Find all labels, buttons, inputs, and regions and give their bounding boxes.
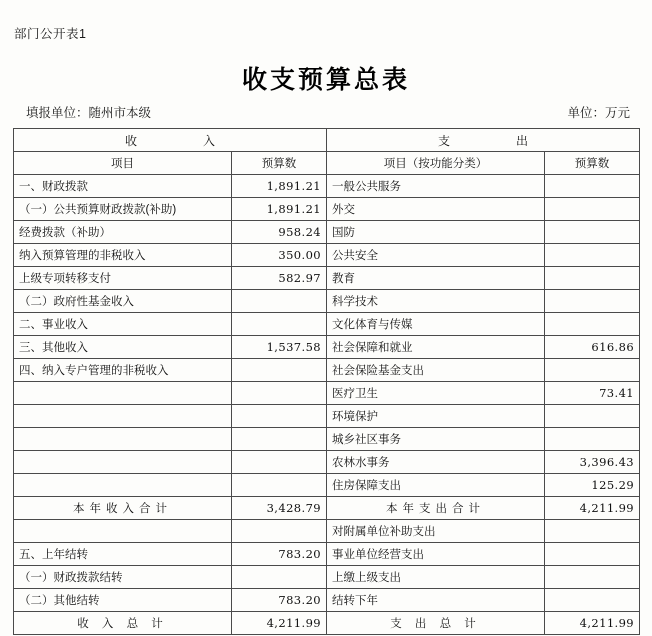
header-expense-item: 项目（按功能分类） — [327, 152, 545, 175]
expense-item-cell: 教育 — [327, 267, 545, 290]
unit-note-label: 单位：万元 — [567, 106, 630, 120]
income-amount-cell: 1,537.58 — [232, 336, 327, 359]
expense-item-cell: 一般公共服务 — [327, 175, 545, 198]
meta-row — [26, 103, 630, 121]
income-item-cell: 五、上年结转 — [14, 543, 232, 566]
income-item-cell: 纳入预算管理的非税收入 — [14, 244, 232, 267]
table-row — [14, 198, 640, 221]
table-row — [14, 244, 640, 267]
group-header-row — [14, 129, 640, 152]
income-item-cell: 二、事业收入 — [14, 313, 232, 336]
table-row — [14, 175, 640, 198]
income-amount-cell — [232, 405, 327, 428]
table-row — [14, 543, 640, 566]
expense-amount-cell — [545, 175, 640, 198]
income-item-cell: 三、其他收入 — [14, 336, 232, 359]
income-group-header: 收 入 — [14, 129, 327, 152]
income-amount-cell — [232, 451, 327, 474]
table-row — [14, 566, 640, 589]
expense-amount-cell: 4,211.99 — [545, 497, 640, 520]
expense-item-cell: 公共安全 — [327, 244, 545, 267]
table-row — [14, 405, 640, 428]
expense-item-cell: 社会保险基金支出 — [327, 359, 545, 382]
income-item-cell — [14, 520, 232, 543]
column-header-row — [14, 152, 640, 175]
income-item-cell: 上级专项转移支付 — [14, 267, 232, 290]
income-item-cell: 一、财政拨款 — [14, 175, 232, 198]
page-title: 收支预算总表 — [241, 65, 410, 94]
income-amount-cell: 582.97 — [232, 267, 327, 290]
income-item-cell — [14, 428, 232, 451]
income-amount-cell: 958.24 — [232, 221, 327, 244]
table-row — [14, 451, 640, 474]
expense-item-cell: 科学技术 — [327, 290, 545, 313]
income-amount-cell — [232, 428, 327, 451]
reporting-unit-label: 填报单位：随州市本级 — [26, 106, 152, 120]
income-amount-cell — [232, 520, 327, 543]
table-row — [14, 290, 640, 313]
expense-amount-cell: 73.41 — [545, 382, 640, 405]
form-number-label: 部门公开表1 — [14, 27, 87, 41]
expense-item-cell: 对附属单位补助支出 — [327, 520, 545, 543]
income-amount-cell: 783.20 — [232, 589, 327, 612]
table-row — [14, 221, 640, 244]
income-item-cell: （二）其他结转 — [14, 589, 232, 612]
income-amount-cell — [232, 359, 327, 382]
table-row — [14, 336, 640, 359]
header-expense-amount: 预算数 — [545, 152, 640, 175]
income-amount-cell: 4,211.99 — [232, 612, 327, 635]
expense-item-cell: 事业单位经营支出 — [327, 543, 545, 566]
income-item-cell: 四、纳入专户管理的非税收入 — [14, 359, 232, 382]
expense-amount-cell — [545, 244, 640, 267]
expense-amount-cell — [545, 313, 640, 336]
income-item-cell — [14, 405, 232, 428]
expense-amount-cell — [545, 359, 640, 382]
expense-item-cell: 环境保护 — [327, 405, 545, 428]
expense-group-header: 支 出 — [327, 129, 640, 152]
expense-amount-cell — [545, 221, 640, 244]
budget-table — [13, 128, 640, 635]
expense-item-cell: 社会保障和就业 — [327, 336, 545, 359]
header-income-amount: 预算数 — [232, 152, 327, 175]
expense-item-cell: 支 出 总 计 — [327, 612, 545, 635]
table-row — [14, 313, 640, 336]
expense-item-cell: 本年支出合计 — [327, 497, 545, 520]
table-body — [14, 129, 640, 635]
income-item-cell — [14, 382, 232, 405]
income-amount-cell: 3,428.79 — [232, 497, 327, 520]
expense-item-cell: 文化体育与传媒 — [327, 313, 545, 336]
expense-item-cell: 国防 — [327, 221, 545, 244]
table-row — [14, 359, 640, 382]
expense-amount-cell — [545, 520, 640, 543]
expense-amount-cell: 125.29 — [545, 474, 640, 497]
income-amount-cell — [232, 474, 327, 497]
income-amount-cell: 783.20 — [232, 543, 327, 566]
expense-amount-cell: 3,396.43 — [545, 451, 640, 474]
income-item-cell — [14, 474, 232, 497]
expense-item-cell: 农林水事务 — [327, 451, 545, 474]
expense-item-cell: 结转下年 — [327, 589, 545, 612]
income-item-cell: （一）公共预算财政拨款(补助) — [14, 198, 232, 221]
income-item-cell: 本年收入合计 — [14, 497, 232, 520]
expense-amount-cell — [545, 566, 640, 589]
subtotal-row — [14, 497, 640, 520]
table-row — [14, 520, 640, 543]
income-amount-cell — [232, 290, 327, 313]
expense-amount-cell: 616.86 — [545, 336, 640, 359]
expense-amount-cell — [545, 267, 640, 290]
income-item-cell: 收 入 总 计 — [14, 612, 232, 635]
income-item-cell — [14, 451, 232, 474]
table-row — [14, 382, 640, 405]
expense-amount-cell — [545, 589, 640, 612]
table-row — [14, 589, 640, 612]
table-row — [14, 474, 640, 497]
income-amount-cell: 1,891.21 — [232, 175, 327, 198]
expense-amount-cell — [545, 543, 640, 566]
table-row — [14, 428, 640, 451]
income-amount-cell: 350.00 — [232, 244, 327, 267]
income-item-cell: （一）财政拨款结转 — [14, 566, 232, 589]
income-amount-cell — [232, 313, 327, 336]
income-item-cell: （二）政府性基金收入 — [14, 290, 232, 313]
expense-amount-cell — [545, 198, 640, 221]
expense-item-cell: 医疗卫生 — [327, 382, 545, 405]
expense-item-cell: 城乡社区事务 — [327, 428, 545, 451]
header-income-item: 项目 — [14, 152, 232, 175]
table-row — [14, 267, 640, 290]
expense-amount-cell: 4,211.99 — [545, 612, 640, 635]
expense-item-cell: 住房保障支出 — [327, 474, 545, 497]
income-item-cell: 经费拨款（补助） — [14, 221, 232, 244]
income-amount-cell: 1,891.21 — [232, 198, 327, 221]
expense-item-cell: 上缴上级支出 — [327, 566, 545, 589]
expense-item-cell: 外交 — [327, 198, 545, 221]
expense-amount-cell — [545, 428, 640, 451]
expense-amount-cell — [545, 405, 640, 428]
expense-amount-cell — [545, 290, 640, 313]
income-amount-cell — [232, 382, 327, 405]
income-amount-cell — [232, 566, 327, 589]
grand-total-row — [14, 612, 640, 635]
